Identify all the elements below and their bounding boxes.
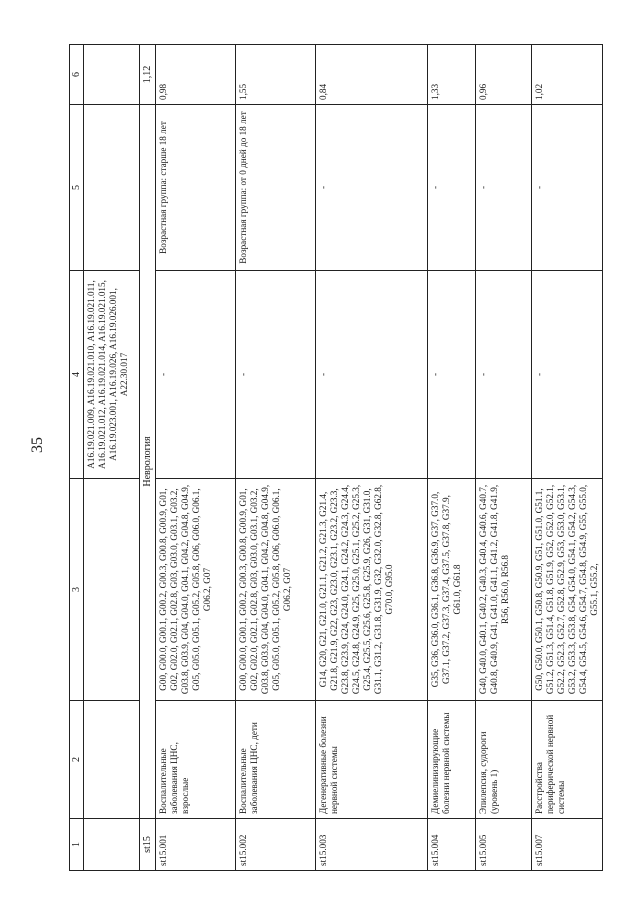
ksg-table — [69, 44, 603, 871]
row-services: - — [316, 271, 428, 479]
row-name: Расстройства периферической нервной системы — [532, 701, 603, 819]
table-row — [532, 45, 603, 871]
section-coef: 1,12 — [140, 45, 156, 105]
row-icd: G50, G50.0, G50.1, G50.8, G50.9, G51, G51.0, G51.1, G51.2, G51.3, G51.4, G51.8, G51.9, G52, G52.0, G52.1, G52.2, G52.3, G52.7, G52.8, G52.9, G53, G53.0, G53.1, G53.2, G53.3, G53.8, G54, G54.0, G54.1, G54.2, G54.3, G54.4, G54.5, G54.6, G54.7, G54.8, G54.9, G55, G55.0, G55.1, G55.2, — [532, 479, 603, 701]
row-services: - — [476, 271, 532, 479]
row-other: - — [532, 105, 603, 271]
row-services: - — [236, 271, 316, 479]
table-row — [316, 45, 428, 871]
row-code: st15.001 — [156, 819, 236, 871]
row-other: Возрастная группа: от 0 дней до 18 лет — [236, 105, 316, 271]
row-other: - — [476, 105, 532, 271]
table-row — [236, 45, 316, 871]
header-col-4: 4 — [70, 271, 84, 479]
row-services: - — [532, 271, 603, 479]
row-code: st15.004 — [428, 819, 476, 871]
header-col-5: 5 — [70, 105, 84, 271]
row-other: - — [428, 105, 476, 271]
table-header-row — [70, 45, 84, 871]
row-code: st15.002 — [236, 819, 316, 871]
row-code: st15.007 — [532, 819, 603, 871]
row-coef: 1,33 — [428, 45, 476, 105]
row-coef: 0,98 — [156, 45, 236, 105]
carry-over-row — [84, 45, 140, 871]
table-row — [156, 45, 236, 871]
row-name: Дегенеративные болезни нервной системы — [316, 701, 428, 819]
row-icd: G00, G00.0, G00.1, G00.2, G00.3, G00.8, G00.9, G01, G02, G02.0, G02.1, G02.8, G03, G03.0, G03.1, G03.2, G03.8, G03.9, G04, G04.0, G04.1, G04.2, G04.8, G04.9, G05, G05.0, G05.1, G05.2, G05.8, G06, G06.0, G06.1, G06.2, G07 — [156, 479, 236, 701]
header-col-2: 2 — [70, 701, 84, 819]
row-coef: 1,55 — [236, 45, 316, 105]
table-row — [428, 45, 476, 871]
row-services: - — [428, 271, 476, 479]
row-icd: G40, G40.0, G40.1, G40.2, G40.3, G40.4, G40.6, G40.7, G40.8, G40.9, G41, G41.0, G41.1, G41.2, G41.8, G41.9, R56, R56.0, R56.8 — [476, 479, 532, 701]
section-title: Неврология — [140, 105, 156, 819]
row-name: Воспалительные заболевания ЦНС, взрослые — [156, 701, 236, 819]
row-icd: G00, G00.0, G00.1, G00.2, G00.3, G00.8, G00.9, G01, G02, G02.0, G02.1, G02.8, G03, G03.0, G03.1, G03.2, G03.8, G03.9, G04, G04.0, G04.1, G04.2, G04.8, G04.9, G05, G05.0, G05.1, G05.2, G05.8, G06, G06.0, G06.1, G06.2, G07 — [236, 479, 316, 701]
carry-over-services: A16.19.021.009, A16.19.021.010, A16.19.021.011, A16.19.021.012, A16.19.021.014, A16.19.021.015, A16.19.023.001, A16.19.026, A16.19.026.001, A22.30.017 — [84, 271, 140, 479]
row-code: st15.003 — [316, 819, 428, 871]
section-row — [140, 45, 156, 871]
row-icd: G35, G36, G36.0, G36.1, G36.8, G36.9, G37, G37.0, G37.1, G37.2, G37.3, G37.4, G37.5, G37.8, G37.9, G61.0, G61.8 — [428, 479, 476, 701]
row-other: - — [316, 105, 428, 271]
row-name: Эпилепсия, судороги (уровень 1) — [476, 701, 532, 819]
row-icd: G14, G20, G21, G21.0, G21.1, G21.2, G21.3, G21.4, G21.8, G21.9, G22, G23, G23.0, G23.1, G23.2, G23.3, G23.8, G23.9, G24, G24.0, G24.1, G24.2, G24.3, G24.4, G24.5, G24.8, G24.9, G25, G25.0, G25.1, G25.2, G25.3, G25.4, G25.5, G25.6, G25.8, G25.9, G26, G31, G31.0, G31.1, G31.2, G31.8, G31.9, G32, G32.0, G32.8, G62.8, G70.0, G95.0 — [316, 479, 428, 701]
row-coef: 0,96 — [476, 45, 532, 105]
header-col-6: 6 — [70, 45, 84, 105]
tariff-table-sheet — [69, 45, 611, 871]
section-code: st15 — [140, 819, 156, 871]
header-col-1: 1 — [70, 819, 84, 871]
header-col-3: 3 — [70, 479, 84, 701]
row-coef: 1,02 — [532, 45, 603, 105]
row-coef: 0,84 — [316, 45, 428, 105]
row-services: - — [156, 271, 236, 479]
table-row — [476, 45, 532, 871]
row-other: Возрастная группа: старше 18 лет — [156, 105, 236, 271]
row-name: Демиелинизирующие болезни нервной системы — [428, 701, 476, 819]
row-name: Воспалительные заболевания ЦНС, дети — [236, 701, 316, 819]
row-code: st15.005 — [476, 819, 532, 871]
page-number: 35 — [29, 437, 46, 453]
